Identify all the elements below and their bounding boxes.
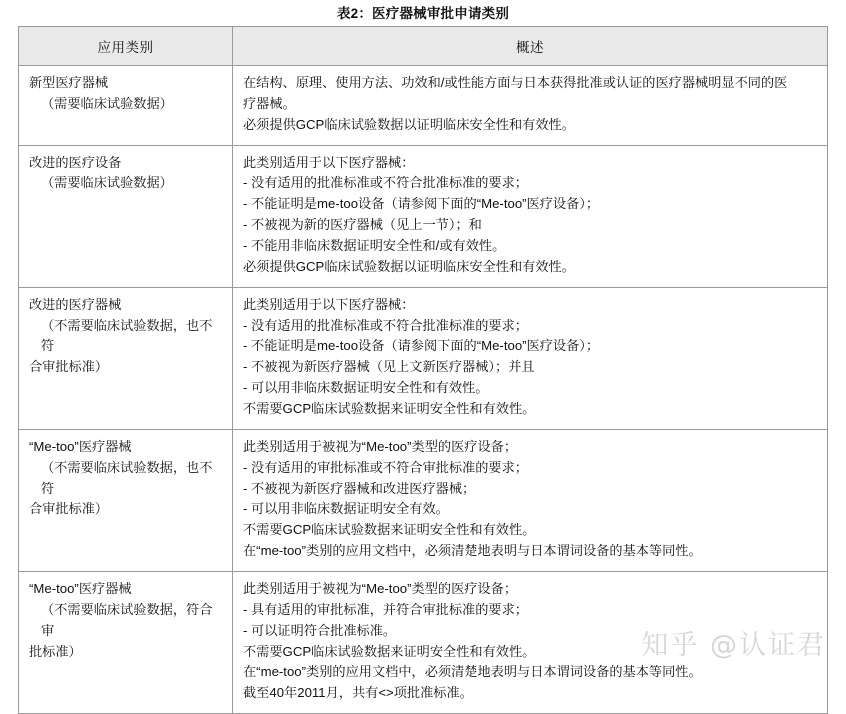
category-text-block: [19, 66, 232, 124]
table-row: [19, 429, 828, 571]
page-title: 表2：医疗器械审批申请类别: [336, 6, 510, 21]
cell-application-category: [19, 287, 233, 429]
table-container: [18, 26, 827, 714]
cell-application-category: [19, 66, 233, 146]
table-row: [19, 66, 828, 146]
category-line: （不需要临床试验数据，符合审: [41, 601, 213, 638]
overview-line: - 不被视为新医疗器械和改进医疗器械；: [243, 480, 476, 496]
category-line: （需要临床试验数据）: [41, 175, 173, 191]
cell-application-category: [19, 145, 233, 287]
category-line: 合审批标准）: [29, 501, 109, 517]
overview-line: 不需要GCP临床试验数据来证明安全性和有效性。: [243, 643, 536, 659]
overview-line: - 没有适用的批准标准或不符合批准标准的要求；: [243, 317, 528, 333]
overview-line: 必须提供GCP临床试验数据以证明临床安全性和有效性。: [243, 258, 575, 274]
overview-text-block: [233, 572, 827, 713]
cell-overview: [233, 287, 828, 429]
overview-line: 此类别适用于被视为“Me-too”类型的医疗设备；: [243, 438, 518, 454]
overview-line: - 不能证明是me-too设备（请参阅下面的“Me-too”医疗设备）；: [243, 196, 600, 212]
overview-line: - 不被视为新的医疗器械（见上一节）；和: [243, 217, 482, 233]
category-line: （不需要临床试验数据，也不符: [41, 459, 213, 496]
category-line: 改进的医疗设备: [29, 154, 122, 170]
overview-line: - 不被视为新医疗器械（见上文新医疗器械）；并且: [243, 359, 535, 375]
category-line: “Me-too”医疗器械: [29, 438, 132, 454]
cell-overview: [233, 429, 828, 571]
category-line: 改进的医疗器械: [29, 296, 122, 312]
overview-line: 疗器械。: [243, 95, 296, 111]
category-line: 新型医疗器械: [29, 75, 109, 90]
overview-line: - 可以用非临床数据证明安全有效。: [243, 501, 449, 517]
overview-line: - 不能证明是me-too设备（请参阅下面的“Me-too”医疗设备）；: [243, 338, 600, 354]
table-body: [19, 66, 828, 714]
overview-line: 在结构、原理、使用方法、功效和/或性能方面与日本获得批准或认证的医疗器械明显不同的医: [243, 75, 788, 90]
overview-text-block: [233, 146, 827, 287]
table-row: [19, 287, 828, 429]
overview-line: - 可以用非临床数据证明安全性和有效性。: [243, 380, 489, 396]
category-text-block: [19, 572, 232, 671]
cell-application-category: [19, 429, 233, 571]
column-header-category: 应用类别: [19, 27, 233, 66]
overview-line: 必须提供GCP临床试验数据以证明临床安全性和有效性。: [243, 116, 575, 132]
cell-overview: [233, 66, 828, 146]
overview-line: 此类别适用于被视为“Me-too”类型的医疗设备；: [243, 581, 518, 597]
overview-text-block: [233, 430, 827, 571]
overview-line: - 具有适用的审批标准，并符合审批标准的要求；: [243, 601, 528, 617]
overview-line: - 可以证明符合批准标准。: [243, 622, 397, 638]
table-header-row: [19, 27, 828, 66]
overview-line: 此类别适用于以下医疗器械：: [243, 154, 415, 170]
category-text-block: [19, 288, 232, 387]
category-line: 合审批标准）: [29, 359, 109, 375]
table-header: [19, 27, 828, 66]
category-line: （需要临床试验数据）: [41, 95, 173, 111]
overview-text-block: [233, 288, 827, 429]
overview-line: 此类别适用于以下医疗器械：: [243, 296, 415, 312]
overview-line: - 没有适用的审批标准或不符合审批标准的要求；: [243, 459, 528, 475]
cell-application-category: [19, 572, 233, 714]
overview-line: 不需要GCP临床试验数据来证明安全性和有效性。: [243, 522, 536, 538]
overview-line: 在“me-too”类别的应用文档中，必须清楚地表明与日本谓词设备的基本等同性。: [243, 543, 702, 559]
column-header-overview: 概述: [233, 27, 828, 66]
overview-line: 不需要GCP临床试验数据来证明安全性和有效性。: [243, 401, 536, 417]
overview-line: - 没有适用的批准标准或不符合批准标准的要求；: [243, 175, 528, 191]
cell-overview: [233, 572, 828, 714]
overview-line: 截至40年2011月，共有<>项批准标准。: [243, 685, 473, 701]
table-row: [19, 572, 828, 714]
category-text-block: [19, 146, 232, 204]
overview-text-block: [233, 66, 827, 145]
table-row: [19, 145, 828, 287]
cell-overview: [233, 145, 828, 287]
category-text-block: [19, 430, 232, 529]
category-line: （不需要临床试验数据，也不符: [41, 317, 213, 354]
category-line: 批标准）: [29, 643, 82, 659]
overview-line: - 不能用非临床数据证明安全性和/或有效性。: [243, 238, 506, 254]
device-approval-category-table: [18, 26, 828, 714]
category-line: “Me-too”医疗器械: [29, 581, 132, 597]
watermark: 知乎 @认证君: [641, 630, 826, 661]
overview-line: 在“me-too”类别的应用文档中，必须清楚地表明与日本谓词设备的基本等同性。: [243, 664, 702, 680]
